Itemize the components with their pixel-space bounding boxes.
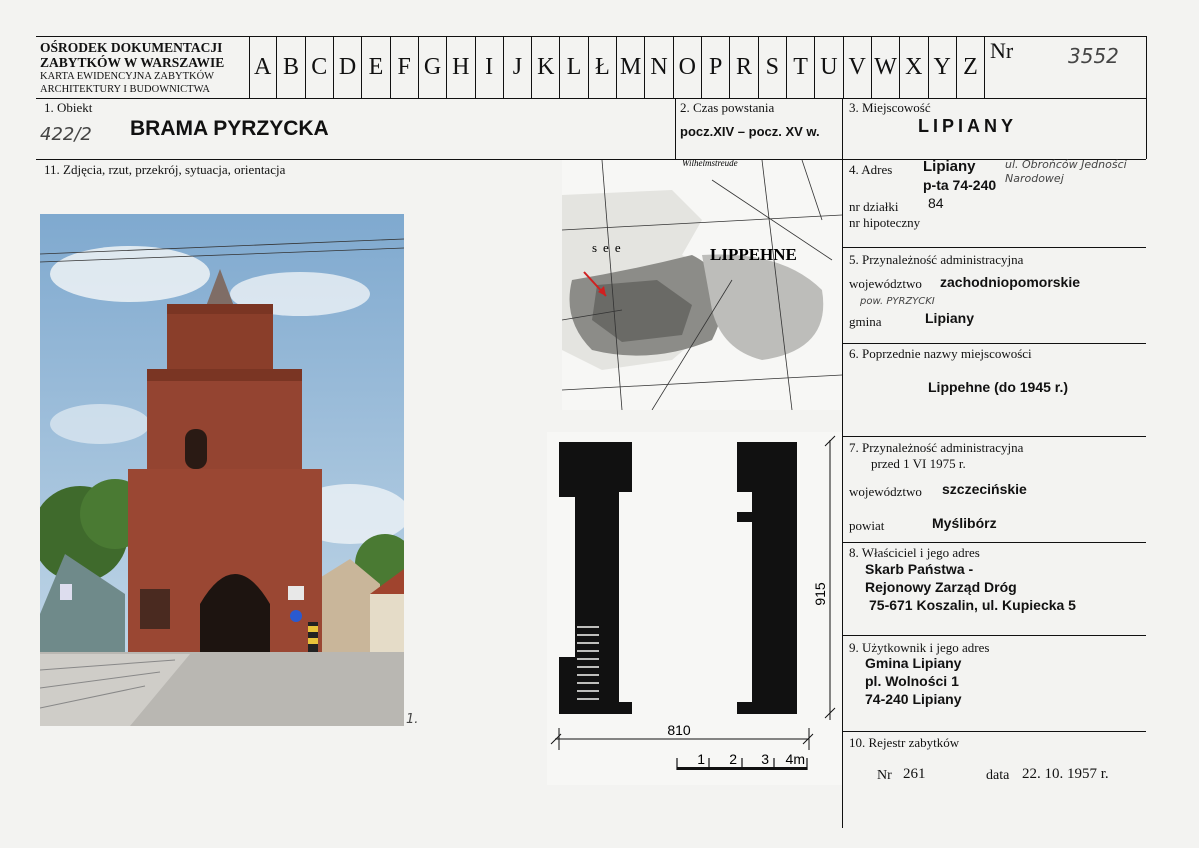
photo-number: 1.: [406, 712, 419, 727]
commune-value: Lipiany: [925, 310, 975, 326]
owner-line1: Skarb Państwa -: [865, 561, 974, 577]
address-city: Lipiany: [923, 158, 976, 175]
index-letter-t: T: [787, 36, 815, 98]
index-letter-g: G: [419, 36, 447, 98]
construction-time: pocz.XIV – pocz. XV w.: [680, 124, 820, 139]
field7-label-date: przed 1 VI 1975 r.: [871, 456, 966, 471]
gate-photo: [40, 214, 404, 726]
locality-name: LIPIANY: [918, 116, 1018, 136]
index-letter-f: F: [391, 36, 419, 98]
index-letter-s: S: [759, 36, 787, 98]
owner-line2: Rejonowy Zarząd Dróg: [865, 579, 1017, 595]
plan-height-dimension: 915: [812, 582, 828, 606]
register-date-value: 22. 10. 1957 r.: [1022, 766, 1109, 782]
index-letter-j: J: [504, 36, 532, 98]
register-nr-value: 261: [903, 766, 926, 782]
index-letter-e: E: [362, 36, 390, 98]
field3-label: 3. Miejscowość: [849, 100, 931, 115]
index-letter-m: M: [617, 36, 645, 98]
index-letter-o: O: [674, 36, 702, 98]
scale-label-1: 1: [697, 751, 705, 767]
former-county-value: Myślibórz: [932, 515, 997, 531]
index-letter-b: B: [277, 36, 305, 98]
commune-label: gmina: [849, 314, 882, 329]
alphabet-index: [249, 36, 984, 98]
institution-name-line2: ZABYTKÓW W WARSZAWIE: [40, 55, 225, 70]
index-letter-z: Z: [963, 53, 978, 80]
index-letter-x: X: [900, 36, 928, 98]
map-top-label: Wilhelmstreude: [682, 160, 738, 168]
institution-name-line1: OŚRODEK DOKUMENTACJI: [40, 40, 223, 55]
voivodeship-value: zachodniopomorskie: [940, 274, 1081, 290]
card-number-value: 3552: [1068, 44, 1119, 68]
plot-number-value: 84: [928, 195, 944, 211]
field5-label: 5. Przynależność administracyjna: [849, 252, 1024, 267]
former-name-value: Lippehne (do 1945 r.): [928, 379, 1069, 395]
user-line1: Gmina Lipiany: [865, 655, 962, 671]
field6-label: 6. Poprzednie nazwy miejscowości: [849, 346, 1032, 361]
scale-label-4: 4m: [785, 751, 805, 767]
owner-line3: 75-671 Koszalin, ul. Kupiecka 5: [869, 597, 1076, 613]
field1-label: 1. Obiekt: [44, 100, 93, 115]
index-letter-p: P: [702, 36, 730, 98]
user-line2: pl. Wolności 1: [865, 673, 959, 689]
object-name: BRAMA PYRZYCKA: [130, 117, 329, 140]
index-letter-a: A: [249, 36, 277, 98]
field8-label: 8. Właściciel i jego adres: [849, 545, 980, 560]
register-nr-label: Nr: [877, 768, 892, 783]
scale-label-2: 2: [729, 751, 737, 767]
field1-code: 422/2: [40, 124, 92, 145]
floor-plan: [547, 432, 842, 785]
card-title-line1: KARTA EWIDENCYJNA ZABYTKÓW: [40, 71, 215, 82]
card-title-line2: ARCHITEKTURY I BUDOWNICTWA: [40, 84, 210, 95]
scale-label-3: 3: [761, 751, 769, 767]
plan-width-dimension: 810: [667, 722, 691, 738]
field9-label: 9. Użytkownik i jego adres: [849, 640, 990, 655]
index-letter-u: U: [815, 36, 843, 98]
plot-number-label: nr działki: [849, 199, 899, 214]
field2-label: 2. Czas powstania: [680, 100, 775, 115]
location-map: [562, 160, 842, 410]
map-town-label: LIPPEHNE: [710, 245, 797, 264]
index-letter-l: L: [560, 36, 588, 98]
county-handwritten: pow. PYRZYCKI: [860, 296, 935, 307]
index-letter-w: W: [872, 36, 900, 98]
former-voivodeship-value: szczecińskie: [942, 481, 1027, 497]
card-number-label: Nr: [990, 38, 1014, 63]
voivodeship-label: województwo: [849, 276, 922, 291]
index-letter-c: C: [306, 36, 334, 98]
field4-label: 4. Adres: [849, 162, 893, 177]
field10-label: 10. Rejestr zabytków: [849, 735, 960, 750]
index-letter-n: N: [645, 36, 673, 98]
address-street-handwritten: ul. Obrońców Jedności Narodowej: [1005, 158, 1127, 185]
user-line3: 74-240 Lipiany: [865, 691, 962, 707]
address-postal: p-ta 74-240: [923, 177, 997, 193]
map-lake-label: see: [592, 240, 627, 255]
index-letter-h: H: [447, 36, 475, 98]
index-letter-r: R: [730, 36, 758, 98]
index-letter-ł: Ł: [589, 36, 617, 98]
index-letter-v: V: [844, 36, 872, 98]
field11-label: 11. Zdjęcia, rzut, przekrój, sytuacja, orientacja: [44, 162, 286, 177]
field7-label: 7. Przynależność administracyjna: [849, 440, 1024, 455]
mortgage-number-label: nr hipoteczny: [849, 215, 921, 230]
index-letter-i: I: [476, 36, 504, 98]
index-letter-y: Y: [929, 36, 957, 98]
former-county-label: powiat: [849, 518, 885, 533]
institution-header: [40, 40, 245, 96]
index-letter-d: D: [334, 36, 362, 98]
index-letter-k: K: [532, 36, 560, 98]
former-voivodeship-label: województwo: [849, 484, 922, 499]
register-date-label: data: [986, 768, 1010, 783]
